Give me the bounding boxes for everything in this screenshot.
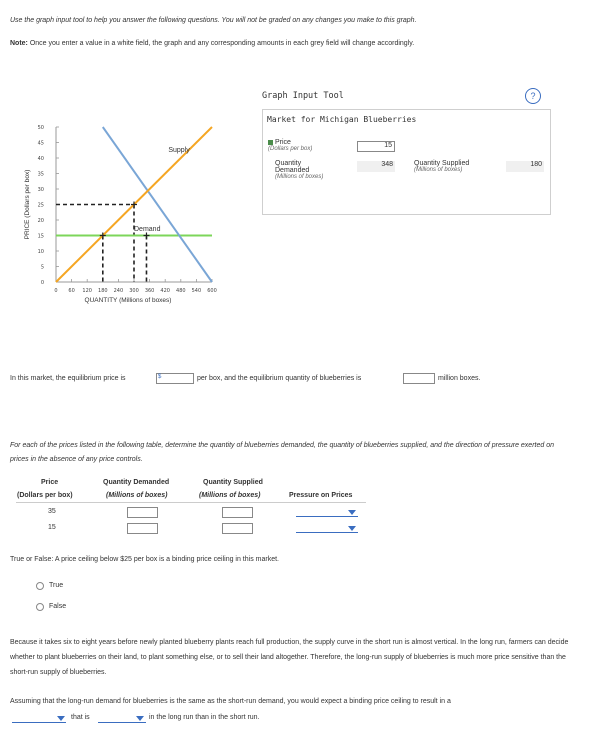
y-tick-label: 30 bbox=[37, 187, 44, 193]
demand-curve-label: Demand bbox=[134, 225, 161, 233]
x-tick-label: 360 bbox=[144, 288, 155, 294]
price-input[interactable]: 15 bbox=[357, 141, 395, 152]
currency-sign: $ bbox=[158, 374, 162, 380]
price-unit-header: (Dollars per box) bbox=[17, 492, 73, 499]
qd-unit-header: (Millions of boxes) bbox=[106, 492, 168, 499]
instructions-text: Use the graph input tool to help you answer the following questions. You will not be graded on any changes you make to this graph. bbox=[10, 17, 417, 24]
radio-false[interactable] bbox=[36, 603, 44, 611]
price-header-title: Price bbox=[41, 479, 59, 486]
price-unit: (Dollars per box) bbox=[268, 146, 313, 152]
radio-true[interactable] bbox=[36, 582, 44, 590]
row-2-chevron-down-icon[interactable] bbox=[348, 526, 356, 531]
final-question-text: Assuming that the long-run demand for blueberries is the same as the short-run demand, you would expect a binding price ceiling to result in a bbox=[10, 698, 451, 705]
equilibrium-quantity-input[interactable] bbox=[403, 373, 435, 384]
x-tick-label: 180 bbox=[98, 288, 108, 294]
quantity-demanded-label bbox=[275, 160, 323, 181]
price-line-swatch-icon bbox=[268, 140, 273, 145]
y-tick-label: 50 bbox=[37, 125, 44, 131]
row-1-pressure-dropdown[interactable] bbox=[296, 516, 358, 517]
qs-unit: (Millions of boxes) bbox=[414, 167, 463, 173]
qd-label-2: Demanded bbox=[275, 167, 310, 174]
qd-header: Quantity Demanded bbox=[103, 479, 170, 486]
x-tick-label: 240 bbox=[113, 288, 124, 294]
x-tick-label: 120 bbox=[82, 288, 92, 294]
y-tick-label: 40 bbox=[37, 156, 44, 162]
y-tick-label: 15 bbox=[37, 233, 44, 240]
long-run-paragraph: Because it takes six to eight years before newly planted blueberry plants reach full production, the supply curve in the short run is almost vertical. In the long run, farmers can decide whether to plant blueberries on their land, to plant something else, or to sell their land altogether. Therefore, the long-run supply of blueberries is much more price sensitive than the short-run supply of blueberries. bbox=[10, 639, 569, 676]
final-dropdown-2-chevron-down-icon[interactable] bbox=[136, 716, 144, 721]
help-icon[interactable]: ? bbox=[525, 88, 541, 104]
radio-false-label[interactable]: False bbox=[49, 603, 67, 610]
true-false-question: True or False: A price ceiling below $25 per box is a binding price ceiling in this market. bbox=[10, 556, 279, 563]
equilibrium-text-2: per box, and the equilibrium quantity of blueberries is bbox=[197, 375, 362, 382]
equilibrium-text-1: In this market, the equilibrium price is bbox=[10, 375, 126, 382]
y-axis-label: PRICE (Dollars per box) bbox=[24, 169, 31, 240]
x-tick-label: 0 bbox=[54, 288, 58, 294]
price-label: Price bbox=[275, 139, 291, 146]
x-tick-label: 420 bbox=[160, 288, 170, 294]
final-dropdown-1[interactable] bbox=[12, 722, 66, 723]
row-2-qd-input[interactable] bbox=[127, 523, 158, 534]
x-tick-label: 600 bbox=[207, 288, 217, 294]
price-field-label bbox=[268, 139, 312, 153]
equilibrium-text-3: million boxes. bbox=[438, 375, 481, 382]
quantity-demanded-value: 348 bbox=[357, 161, 395, 172]
qd-label-1: Quantity bbox=[275, 160, 302, 167]
qs-unit-header: (Millions of boxes) bbox=[199, 492, 261, 499]
x-tick-label: 480 bbox=[176, 288, 186, 294]
row-2-price: 15 bbox=[48, 524, 56, 531]
row-1-qd-input[interactable] bbox=[127, 507, 158, 518]
pressure-header: Pressure on Prices bbox=[289, 492, 353, 499]
row-1-qs-input[interactable] bbox=[222, 507, 253, 518]
table-header-divider bbox=[16, 502, 366, 503]
x-tick-label: 540 bbox=[191, 288, 202, 294]
quantity-supplied-label bbox=[414, 160, 469, 174]
final-dropdown-1-chevron-down-icon[interactable] bbox=[57, 716, 65, 721]
supply-demand-chart[interactable] bbox=[0, 112, 240, 312]
y-tick-label: 5 bbox=[40, 264, 44, 271]
equilibrium-price-input[interactable] bbox=[156, 373, 194, 384]
final-dropdown-2[interactable] bbox=[98, 722, 146, 723]
radio-true-label[interactable]: True bbox=[49, 582, 64, 589]
market-title: Market for Michigan Blueberries bbox=[267, 115, 417, 124]
x-tick-label: 300 bbox=[129, 288, 139, 294]
graph-input-tool-title: Graph Input Tool bbox=[262, 91, 344, 101]
price-header bbox=[41, 479, 58, 486]
y-tick-label: 10 bbox=[37, 249, 44, 255]
final-mid-text: that is bbox=[71, 714, 90, 721]
quantity-supplied-value: 180 bbox=[506, 161, 544, 172]
qd-unit: (Millions of boxes) bbox=[275, 174, 324, 180]
supply-curve-label: Supply bbox=[168, 146, 190, 154]
qs-header: Quantity Supplied bbox=[203, 479, 263, 486]
final-end-text: in the long run than in the short run. bbox=[149, 714, 260, 721]
y-tick-label: 35 bbox=[37, 171, 44, 178]
y-tick-label: 20 bbox=[37, 218, 44, 224]
x-tick-label: 60 bbox=[68, 288, 75, 294]
y-tick-label: 25 bbox=[37, 202, 44, 209]
row-2-pressure-dropdown[interactable] bbox=[296, 532, 358, 533]
row-2-qs-input[interactable] bbox=[222, 523, 253, 534]
y-tick-label: 0 bbox=[40, 280, 44, 286]
qs-label: Quantity Supplied bbox=[414, 160, 470, 167]
row-1-chevron-down-icon[interactable] bbox=[348, 510, 356, 515]
note-text bbox=[10, 40, 414, 47]
y-tick-label: 45 bbox=[37, 140, 44, 147]
table-instructions: For each of the prices listed in the following table, determine the quantity of blueberries demanded, the quantity of blueberries supplied, and the direction of pressure exerted on prices in the absence of any price controls. bbox=[10, 442, 554, 463]
note-body: Once you enter a value in a white field, the graph and any corresponding amounts in each grey field will change accordingly. bbox=[29, 40, 415, 47]
row-1-price: 35 bbox=[48, 508, 56, 515]
x-axis-label: QUANTITY (Millions of boxes) bbox=[84, 297, 172, 304]
note-label: Note: bbox=[10, 40, 28, 47]
